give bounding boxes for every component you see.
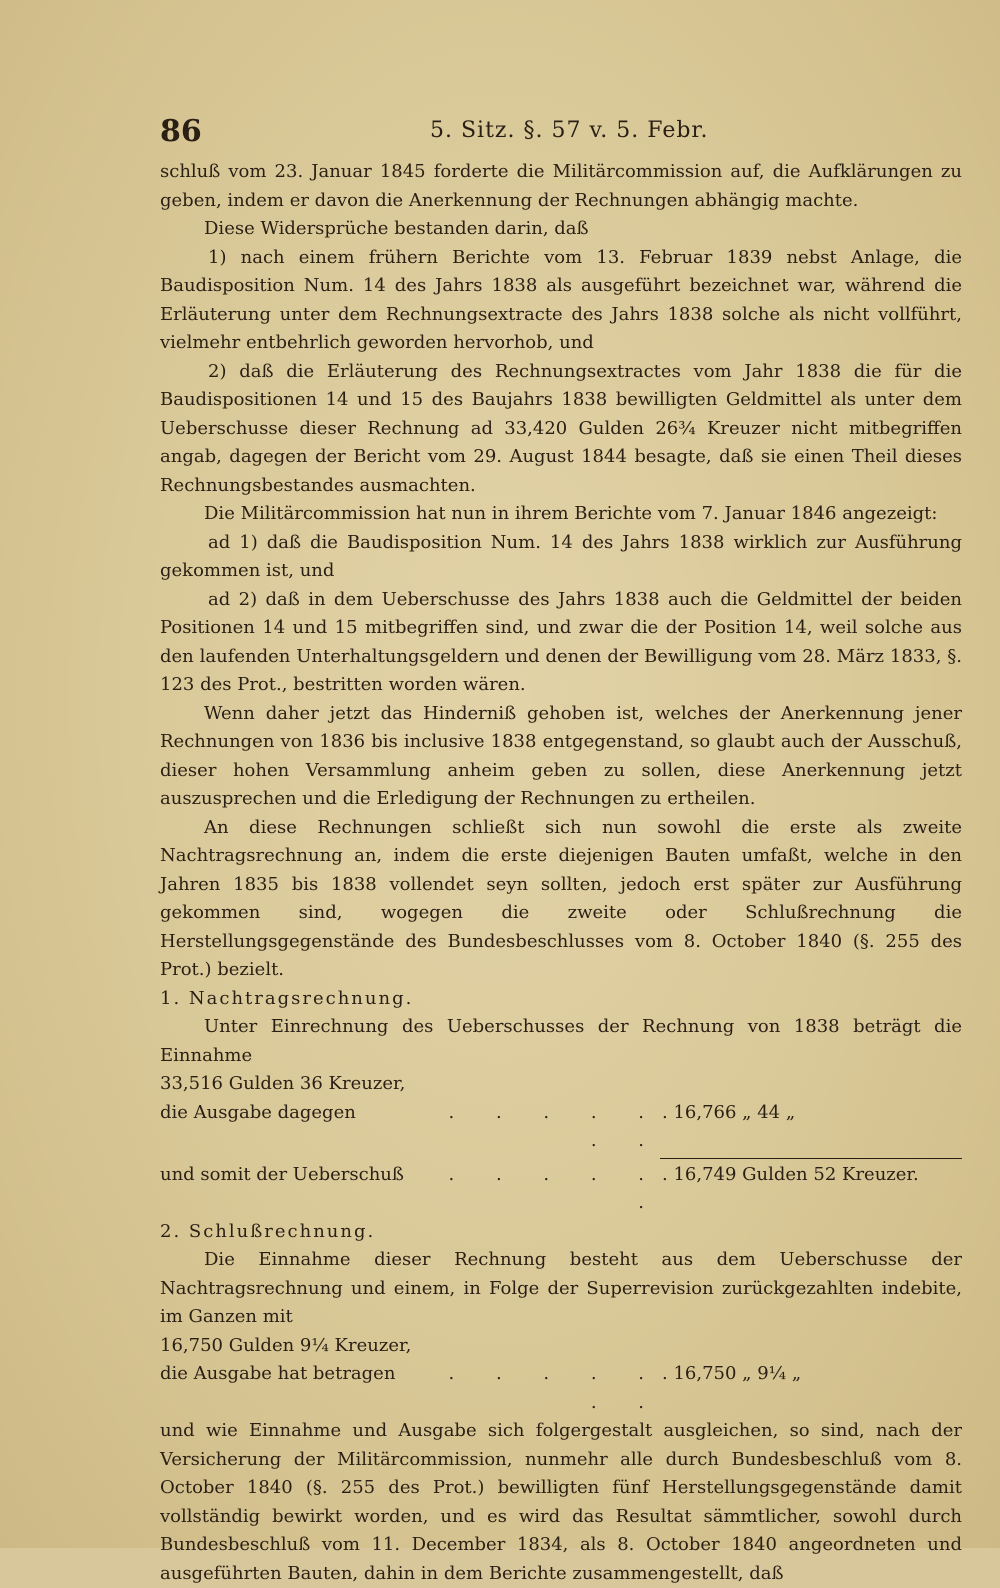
surplus-row xyxy=(160,1161,962,1218)
section-heading: 1. Nachtragsrechnung. xyxy=(160,987,414,1009)
sum-rule xyxy=(660,1158,962,1159)
surplus-value: . 16,749 Gulden 52 Kreuzer. xyxy=(662,1163,919,1185)
paragraph: 1) nach einem frühern Berichte vom 13. Februar 1839 nebst Anlage, die Baudisposition Num. 14 des Jahrs 1838 als ausgeführt bezeichnet war, während die Erläuterung unter dem Rechnungsextracte des Jahrs 1838 solche als nicht vollführt, vielmehr entbehrlich geworden hervorhob, und xyxy=(160,246,962,353)
running-head: 5. Sitz. §. 57 v. 5. Febr. xyxy=(430,118,709,143)
expense-value: . 16,766 „ 44 „ xyxy=(662,1101,796,1123)
section-intro: Unter Einrechnung des Ueberschusses der Rechnung von 1838 beträgt die Einnahme xyxy=(160,1016,962,1066)
expense-row xyxy=(160,1099,962,1156)
expense-label: die Ausgabe dagegen xyxy=(160,1101,356,1123)
surplus-label: und somit der Ueberschuß xyxy=(160,1163,404,1185)
paragraph: ad 1) daß die Baudisposition Num. 14 des Jahrs 1838 wirklich zur Ausführung gekommen ist, und xyxy=(160,531,962,581)
page-number: 86 xyxy=(160,114,202,149)
income-value: 33,516 Gulden 36 Kreuzer, xyxy=(160,1073,406,1094)
paragraph: Diese Widersprüche bestanden darin, daß xyxy=(204,218,589,239)
expense-value: . 16,750 „ 9¼ „ xyxy=(662,1363,802,1384)
body-text xyxy=(160,158,962,1588)
paragraph: Wenn daher jetzt das Hinderniß gehoben ist, welches der Anerkennung jener Rechnungen von 1836 bis inclusive 1838 entgegenstand, so glaubt auch der Ausschuß, dieser hohen Versammlung anheim geben zu sollen, diese Anerkennung jetzt auszusprechen und die Erledigung der Rechnungen zu ertheilen. xyxy=(160,702,962,809)
paragraph: schluß vom 23. Januar 1845 forderte die Militärcommission auf, die Aufklärungen zu geben, indem er davon die Anerkennung der Rechnungen abhängig machte. xyxy=(160,161,962,211)
paragraph: 2) daß die Erläuterung des Rechnungsextractes vom Jahr 1838 die für die Baudispositionen 14 und 15 des Baujahrs 1838 bewilligten Geldmittel als unter dem Ueberschusse dieser Rechnung ad 33,420 Gulden 26¾ Kreuzer nicht mitbegriffen angab, dagegen der Bericht vom 29. August 1844 besagte, daß sie einen Theil dieses Rechnungsbestandes ausmachten. xyxy=(160,360,962,496)
leader-dots: . . . . . . . xyxy=(448,1363,662,1413)
page-header xyxy=(160,108,960,152)
section-heading: 2. Schlußrechnung. xyxy=(160,1220,376,1242)
expense-row xyxy=(160,1360,962,1417)
section-intro: Die Einnahme dieser Rechnung besteht aus dem Ueberschusse der Nachtragsrechnung und einem, in Folge der Superrevision zurückgezahlten indebite, im Ganzen mit xyxy=(160,1249,962,1327)
leader-dots: . . . . . . . xyxy=(448,1101,662,1151)
closing-paragraph: und wie Einnahme und Ausgabe sich folgergestalt ausgleichen, so sind, nach der Versicherung der Militärcommission, nunmehr alle durch Bundesbeschluß vom 8. October 1840 (§. 255 des Prot.) bewilligten fünf Herstellungsgegenstände damit vollständig bewirkt worden, und es wird das Resultat sämmtlicher, sowohl durch Bundesbeschluß vom 11. December 1834, als 8. October 1840 angeordneten und ausgeführten Bauten, dahin in dem Berichte zusammengestellt, daß xyxy=(160,1420,962,1584)
leader-dots: . . . . . . xyxy=(448,1163,662,1213)
paragraph: An diese Rechnungen schließt sich nun sowohl die erste als zweite Nachtragsrechnung an, indem die erste diejenigen Bauten umfaßt, welche in den Jahren 1835 bis 1838 vollendet seyn sollten, jedoch erst später zur Ausführung gekommen sind, wogegen die zweite oder Schlußrechnung die Herstellungsgegenstände des Bundesbeschlusses vom 8. October 1840 (§. 255 des Prot.) bezielt. xyxy=(160,816,962,980)
income-value: 16,750 Gulden 9¼ Kreuzer, xyxy=(160,1334,412,1356)
paragraph: Die Militärcommission hat nun in ihrem Berichte vom 7. Januar 1846 angezeigt: xyxy=(204,503,938,524)
expense-label: die Ausgabe hat betragen xyxy=(160,1363,396,1384)
paragraph: ad 2) daß in dem Ueberschusse des Jahrs 1838 auch die Geldmittel der beiden Positionen 14 und 15 mitbegriffen sind, und zwar die der Position 14, weil solche aus den laufenden Unterhaltungsgeldern und denen der Bewilligung vom 28. März 1833, §. 123 des Prot., bestritten worden wären. xyxy=(160,588,962,695)
